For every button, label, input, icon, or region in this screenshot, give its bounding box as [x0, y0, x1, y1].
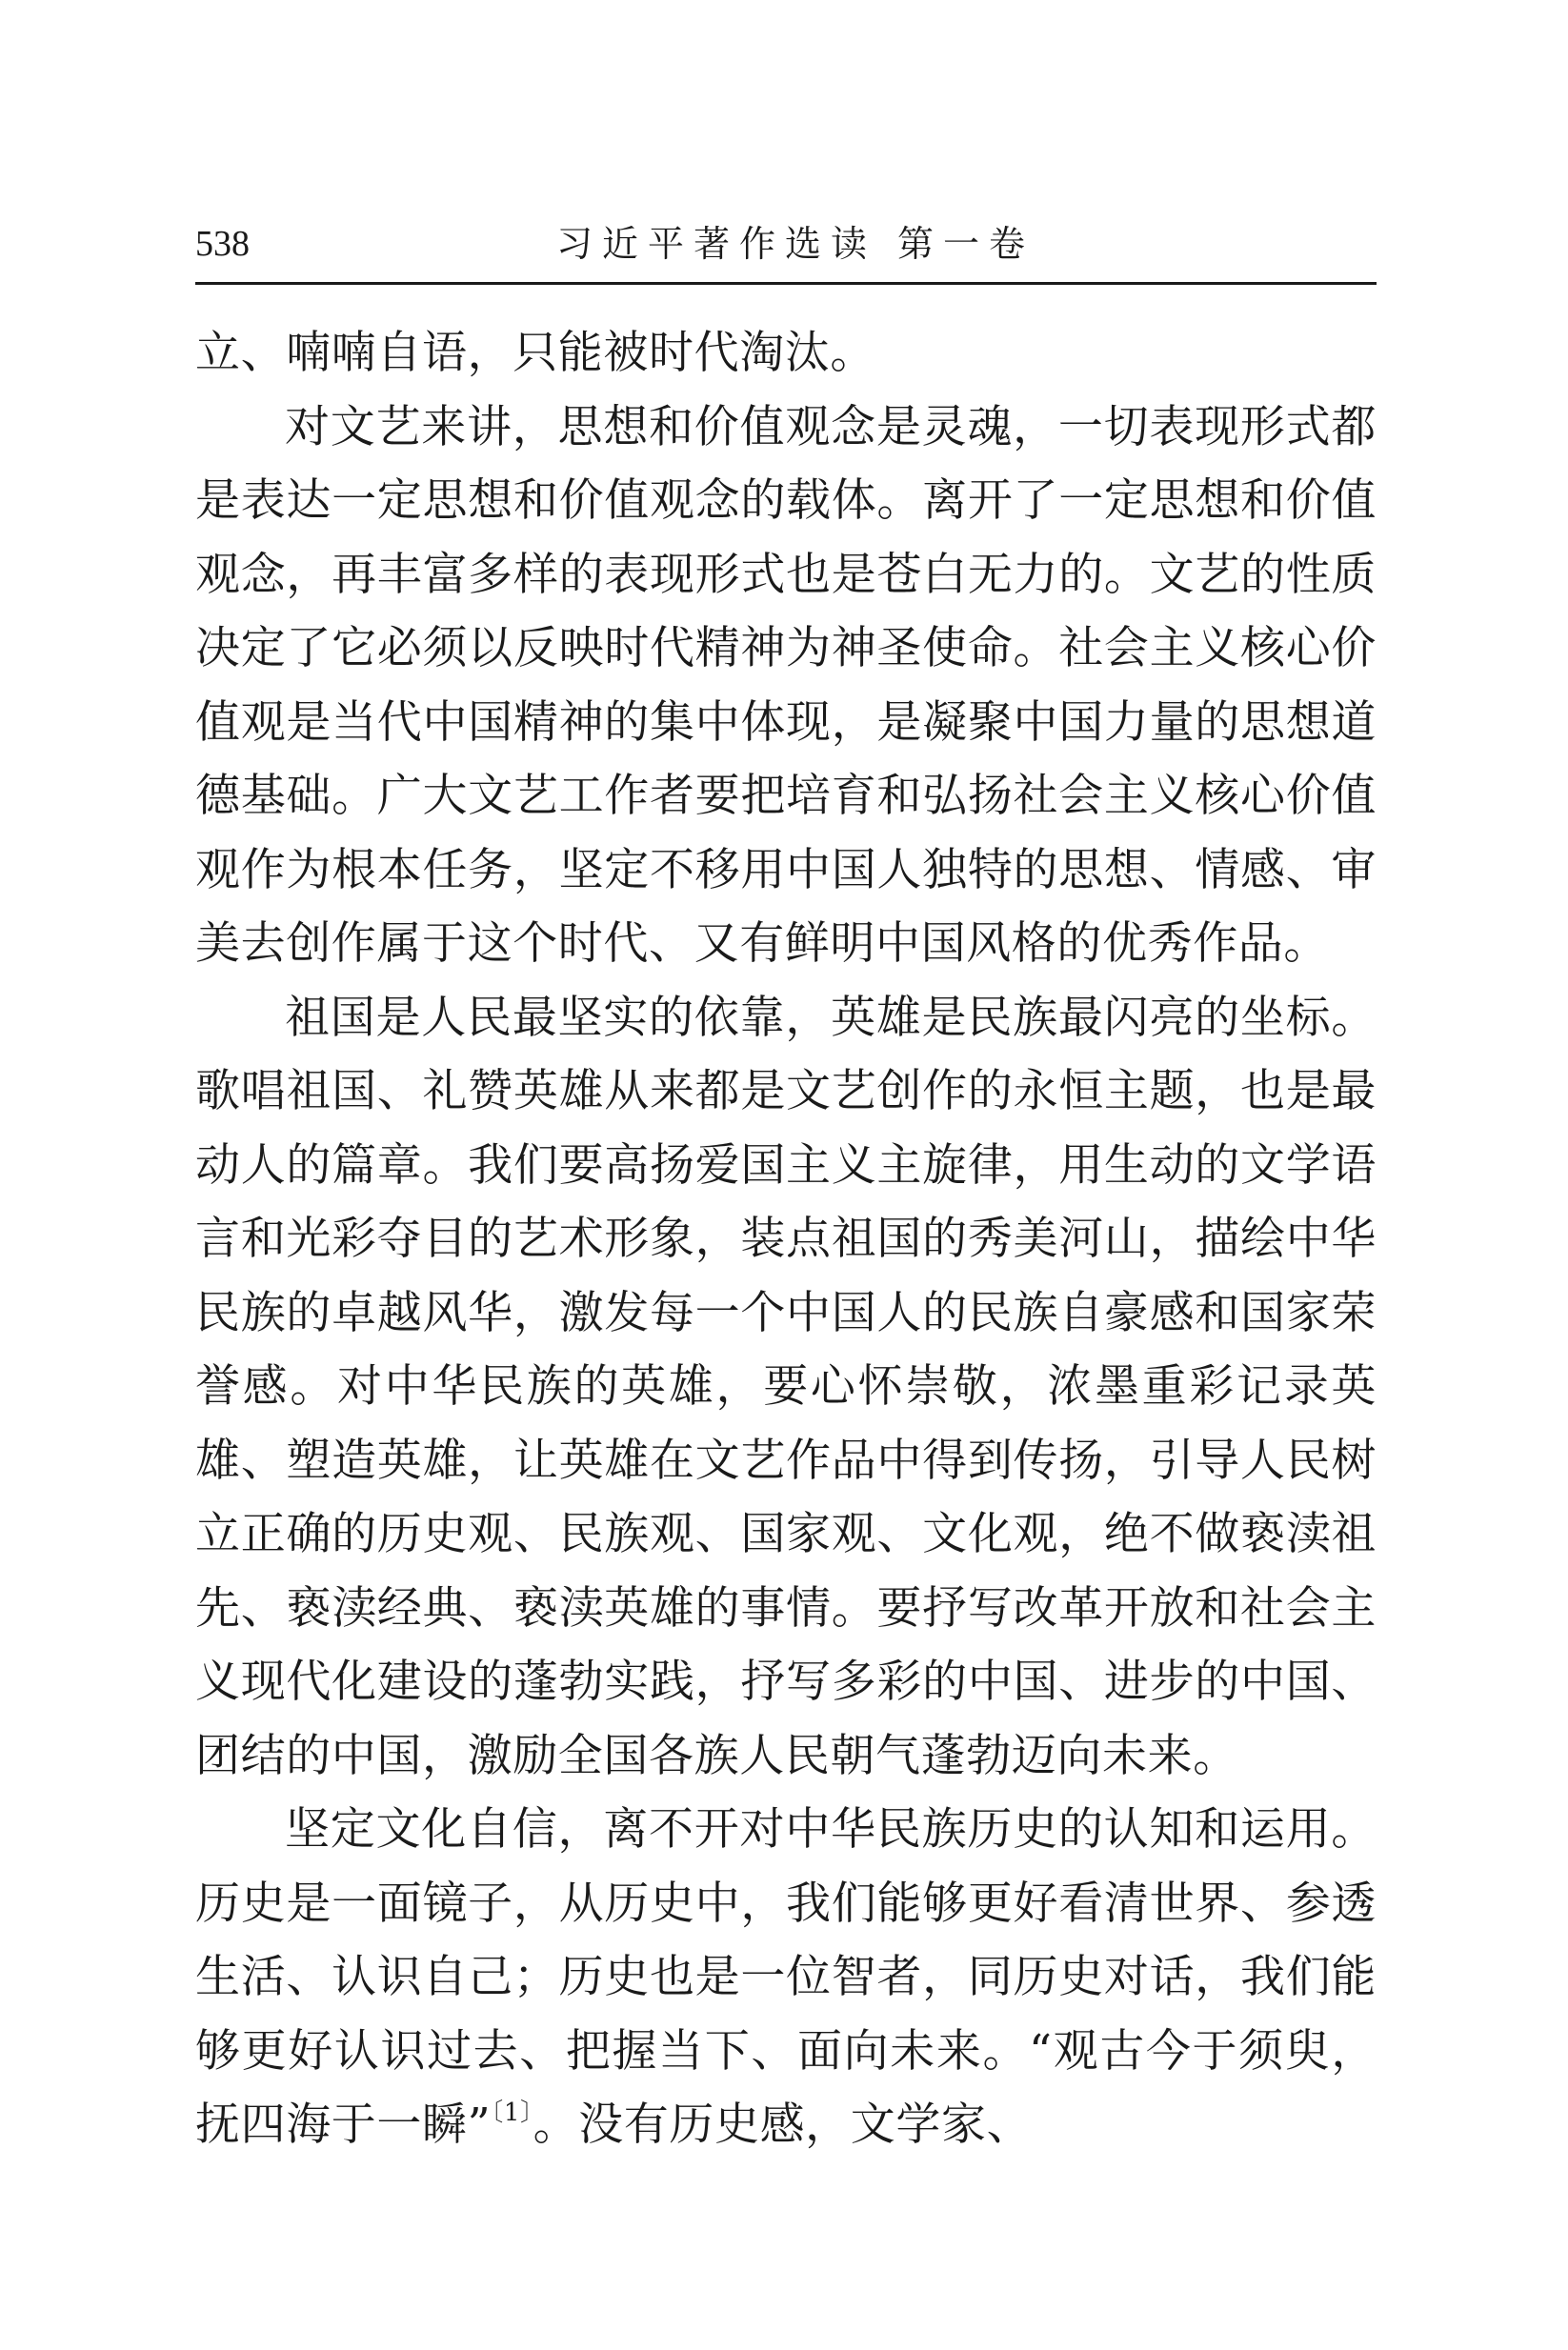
paragraph-continued: 立、喃喃自语，只能被时代淘汰。 [195, 327, 875, 379]
paragraph: 对文艺来讲，思想和价值观念是灵魂，一切表现形式都是表达一定思想和价值观念的载体。离开了一定思想和价值观念，再丰富多样的表现形式也是苍白无力的。文艺的性质决定了它必须以反映时代精神为神圣使命。社会主义核心价值观是当代中国精神的集中体现，是凝聚中国力量的思想道德基础。广大文艺工作者要把培育和弘扬社会主义核心价值观作为根本任务，坚定不移用中国人独特的思想、情感、审美去创作属于这个时代、又有鲜明中国风格的优秀作品。 [195, 400, 1377, 970]
body-text [195, 316, 1377, 2162]
page-header [195, 217, 1377, 274]
running-title: 习近平著作选读 第一卷 [555, 223, 1035, 265]
header-rule [195, 282, 1377, 285]
paragraph-text-continued: 。没有历史感，文学家、 [533, 2099, 1033, 2151]
footnote-marker[interactable]: 〔1〕 [491, 2099, 533, 2127]
paragraph-text: 坚定文化自信，离不开对中华民族历史的认知和运用。历史是一面镜子，从历史中，我们能够更好看清世界、参透生活、认识自己；历史也是一位智者，同历史对话，我们能够更好认识过去、把握当下、面向未来。“观古今于须臾，抚四海于一瞬” [195, 1803, 1377, 2151]
page-number: 538 [195, 224, 250, 264]
paragraph-with-note [195, 1793, 1377, 2162]
paragraph: 祖国是人民最坚实的依靠，英雄是民族最闪亮的坐标。歌唱祖国、礼赞英雄从来都是文艺创作的永恒主题，也是最动人的篇章。我们要高扬爱国主义主旋律，用生动的文学语言和光彩夺目的艺术形象，装点祖国的秀美河山，描绘中华民族的卓越风华，激发每一个中国人的民族自豪感和国家荣誉感。对中华民族的英雄，要心怀崇敬，浓墨重彩记录英雄、塑造英雄，让英雄在文艺作品中得到传扬，引导人民树立正确的历史观、民族观、国家观、文化观，绝不做亵渎祖先、亵渎经典、亵渎英雄的事情。要抒写改革开放和社会主义现代化建设的蓬勃实践，抒写多彩的中国、进步的中国、团结的中国，激励全国各族人民朝气蓬勃迈向未来。 [195, 991, 1377, 1782]
